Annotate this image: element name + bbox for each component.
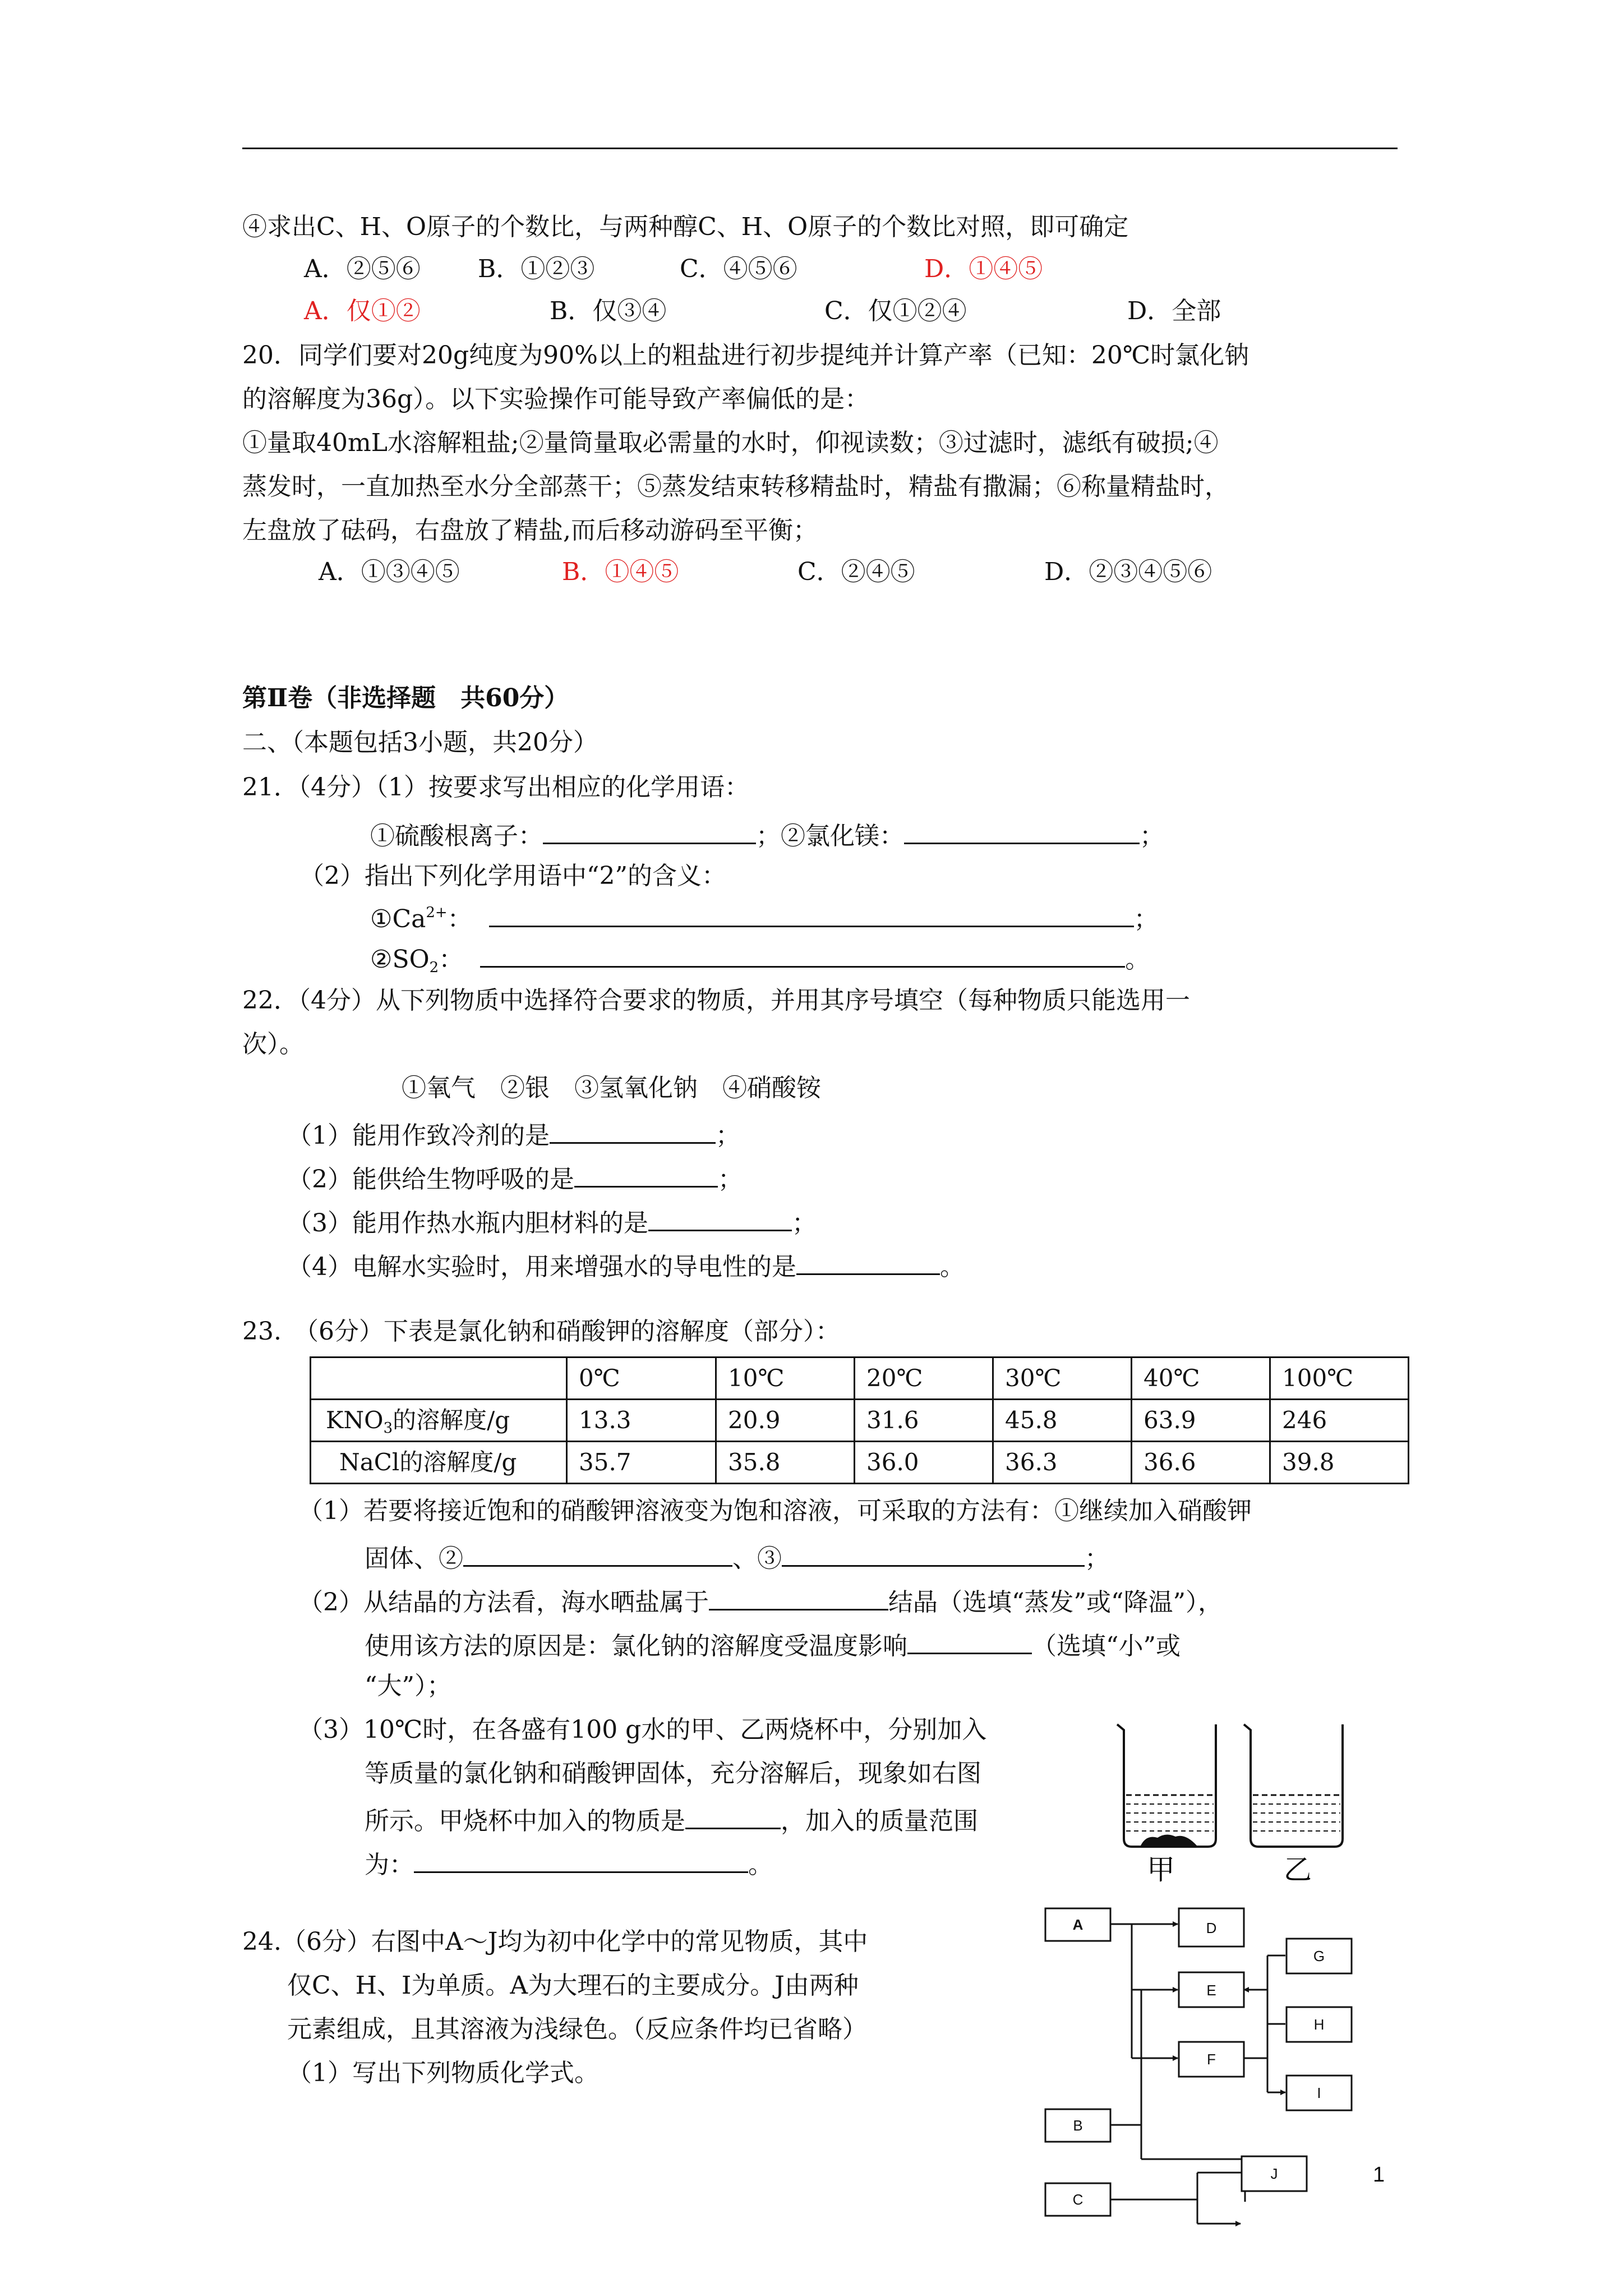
q23-p2-choice2: （选填“小”或: [1032, 1632, 1181, 1660]
q24-line1: 24.（6分）右图中A～J均为初中化学中的常见物质，其中: [242, 1927, 868, 1956]
node-j-label: J: [1270, 2165, 1278, 2182]
q21-ca-formula: ①Ca: [370, 905, 426, 933]
q20-option-c: C．②④⑤: [797, 558, 915, 586]
q20-line4: 蒸发时，一直加热至水分全部蒸干；⑤蒸发结束转移精盐时，精盐有撒漏；⑥称量精盐时，: [242, 472, 1229, 501]
node-b-label: B: [1073, 2117, 1083, 2134]
q22-item1: [287, 1120, 740, 1148]
table-cell: 246: [1270, 1400, 1409, 1442]
table-cell: 20.9: [716, 1400, 855, 1442]
q21-part1-end: ；: [1140, 822, 1164, 850]
q20-line2: 的溶解度为36g）。以下实验操作可能导致产率偏低的是：: [242, 385, 870, 413]
undissolved-solid: [1141, 1834, 1197, 1846]
q23-part2-line1: [298, 1586, 1223, 1615]
q21-ca-line: [370, 903, 1159, 932]
q23-effect-answer[interactable]: [907, 1630, 1032, 1654]
header-rule: [242, 148, 1398, 149]
q21-ca-charge: 2+: [426, 904, 448, 921]
table-header-cell: 10℃: [716, 1358, 855, 1400]
table-header-cell: 40℃: [1132, 1358, 1270, 1400]
q23-p3-for: 为：: [365, 1851, 414, 1879]
solubility-table: [310, 1356, 1409, 1484]
q20-option-a: A．①③④⑤: [319, 558, 460, 586]
q19b-option-c: C．仅①②④: [824, 297, 967, 325]
node-i-label: I: [1317, 2085, 1321, 2101]
table-cell: 36.3: [993, 1442, 1132, 1484]
node-a-label: A: [1072, 1916, 1083, 1933]
beaker-jia: [1117, 1724, 1216, 1847]
q22-item4-answer[interactable]: [796, 1251, 940, 1275]
reaction-diagram: [1032, 1896, 1368, 2208]
q23-p2-choice: 结晶（选填“蒸发”或“降温”），: [888, 1588, 1223, 1617]
q19b-option-d: D．全部: [1127, 297, 1221, 325]
table-cell: 36.6: [1132, 1442, 1270, 1484]
q21-ca-answer[interactable]: [489, 903, 1134, 927]
q21-mgcl-label: ；②氯化镁：: [756, 822, 904, 850]
table-cell: 36.0: [855, 1442, 993, 1484]
kno3-subscript: 3: [383, 1420, 393, 1437]
node-d-label: D: [1206, 1920, 1217, 1936]
q21-so2-end: 。: [1125, 945, 1150, 974]
q21-so2-subscript: 2: [429, 959, 439, 976]
q23-part1-line2: [365, 1543, 1109, 1571]
table-cell: 63.9: [1132, 1400, 1270, 1442]
q23-heading: 23. （6分）下表是氯化钠和硝酸钾的溶解度（部分）：: [242, 1317, 840, 1346]
table-header-cell: 20℃: [855, 1358, 993, 1400]
section2-subtitle: 二、（本题包括3小题，共20分）: [242, 728, 598, 757]
q22-item3: [287, 1207, 817, 1236]
beaker-yi-label: 乙: [1284, 1854, 1312, 1885]
kno3-formula: KNO: [326, 1406, 384, 1434]
q22-line2: 次）。: [242, 1030, 304, 1059]
page-number: 1: [1373, 2163, 1385, 2187]
q22-item2-answer[interactable]: [574, 1163, 718, 1188]
q21-ca-colon: ：: [447, 905, 472, 933]
q21-heading: 21．（4分）（1）按要求写出相应的化学用语：: [242, 773, 749, 802]
q22-item4-text: （4）电解水实验时，用来增强水的导电性的是: [287, 1253, 796, 1281]
beaker-yi: [1244, 1724, 1343, 1847]
node-g-label: G: [1313, 1948, 1325, 1964]
q21-ca-end: ；: [1133, 905, 1159, 933]
q19-option-b: B．①②③: [478, 255, 595, 283]
q21-part1: [370, 820, 1164, 849]
beaker-jia-label: 甲: [1147, 1854, 1175, 1885]
q19b-option-b: B．仅③④: [550, 297, 667, 325]
table-cell: 31.6: [855, 1400, 993, 1442]
q19-option-d: D．①④⑤: [924, 255, 1043, 283]
q21-sulfate-label: ①硫酸根离子：: [370, 822, 543, 850]
q22-item1-end: ；: [716, 1121, 740, 1150]
q19-option-a: A．②⑤⑥: [304, 255, 421, 283]
beakers-figure: [1113, 1717, 1354, 1885]
q21-sulfate-answer[interactable]: [543, 820, 756, 844]
q21-part2: （2）指出下列化学用语中“2”的含义：: [299, 862, 726, 890]
nacl-row-label: NaCl的溶解度/g: [311, 1442, 567, 1484]
node-e-label: E: [1206, 1982, 1216, 1999]
table-header-row: [311, 1358, 1409, 1400]
node-c-label: C: [1072, 2191, 1083, 2208]
q20-line5: 左盘放了砝码，右盘放了精盐,而后移动游码至平衡；: [242, 516, 818, 545]
q24-line2: 仅C、H、I为单质。A为大理石的主要成分。J由两种: [287, 1971, 859, 2000]
q24-line4: （1）写出下列物质化学式。: [287, 2059, 599, 2087]
q23-p2-text: （2）从结晶的方法看，海水晒盐属于: [298, 1588, 709, 1617]
table-row-kno3: [311, 1400, 1409, 1442]
q22-item3-answer[interactable]: [648, 1207, 792, 1231]
q23-p2-reason: 使用该方法的原因是：氯化钠的溶解度受温度影响: [365, 1632, 907, 1660]
q21-so2-formula: ②SO: [370, 945, 430, 974]
q20-line3: ①量取40mL水溶解粗盐;②量筒量取必需量的水时，仰视读数；③过滤时，滤纸有破损;④: [242, 429, 1219, 457]
q23-part3-line3: [365, 1805, 978, 1834]
q23-p1-sep: 、③: [732, 1544, 782, 1573]
node-h-label: H: [1313, 2016, 1325, 2033]
q23-p1-end: ；: [1085, 1544, 1109, 1573]
q21-so2-answer[interactable]: [480, 944, 1125, 968]
q23-part3-line1: （3）10℃时，在各盛有100 g水的甲、乙两烧杯中，分别加入: [298, 1715, 987, 1744]
q22-item2-text: （2）能供给生物呼吸的是: [287, 1165, 574, 1194]
q23-method3-answer[interactable]: [782, 1543, 1085, 1567]
table-cell: 45.8: [993, 1400, 1132, 1442]
table-header-cell: 30℃: [993, 1358, 1132, 1400]
q23-part2-line2: [365, 1630, 1181, 1659]
table-row-nacl: [311, 1442, 1409, 1484]
q19-line4: ④求出C、H、O原子的个数比，与两种醇C、H、O原子的个数比对照，即可确定: [242, 213, 1129, 241]
q23-part3-line4: [365, 1849, 773, 1878]
q23-crystal-answer[interactable]: [709, 1586, 888, 1611]
q21-mgcl-answer[interactable]: [904, 820, 1140, 844]
q22-line1: 22．（4分）从下列物质中选择符合要求的物质，并用其序号填空（每种物质只能选用一: [242, 986, 1190, 1015]
table-corner: [311, 1358, 567, 1400]
q23-p3-text: 所示。甲烧杯中加入的物质是: [365, 1807, 685, 1835]
q22-item2-end: ；: [718, 1165, 743, 1194]
q22-item4-end: 。: [940, 1253, 965, 1281]
q23-part1-line1: （1）若要将接近饱和的硝酸钾溶液变为饱和溶液，可采取的方法有：①继续加入硝酸钾: [298, 1497, 1252, 1525]
q23-p3-end: 。: [748, 1851, 773, 1879]
section2-title: 第Ⅱ卷（非选择题 共60分）: [242, 684, 569, 712]
q24-line3: 元素组成，且其溶液为浅绿色。（反应条件均已省略）: [287, 2015, 867, 2044]
q19b-option-a: A．仅①②: [304, 297, 421, 325]
diagram-nodes: [1045, 1908, 1352, 2216]
q22-substances: ①氧气 ②银 ③氢氧化钠 ④硝酸铵: [402, 1074, 821, 1102]
q22-item1-text: （1）能用作致冷剂的是: [287, 1121, 550, 1150]
q23-part2-line3: “大”）；: [365, 1672, 451, 1700]
q23-p3-range: ，加入的质量范围: [781, 1807, 978, 1835]
q23-p1-solid: 固体、②: [365, 1544, 463, 1573]
q20-line1: 20．同学们要对20g纯度为90%以上的粗盐进行初步提纯并计算产率（已知：20℃时氯化钠: [242, 341, 1249, 370]
q23-method2-answer[interactable]: [463, 1543, 732, 1567]
q19-option-c: C．④⑤⑥: [680, 255, 797, 283]
q22-item3-end: ；: [792, 1209, 817, 1237]
q22-item2: [287, 1163, 743, 1192]
q20-option-d: D．②③④⑤⑥: [1044, 558, 1212, 586]
q22-item3-text: （3）能用作热水瓶内胆材料的是: [287, 1209, 648, 1237]
q22-item1-answer[interactable]: [550, 1120, 716, 1144]
q23-mass-range-answer[interactable]: [414, 1849, 748, 1873]
table-cell: 13.3: [567, 1400, 716, 1442]
q21-so2-colon: ：: [439, 945, 464, 974]
table-cell: 35.7: [567, 1442, 716, 1484]
q20-option-b: B．①④⑤: [562, 558, 679, 586]
q21-so2-line: [370, 944, 1150, 976]
q22-item4: [287, 1251, 965, 1280]
q23-substance-answer[interactable]: [685, 1805, 781, 1829]
table-header-cell: 100℃: [1270, 1358, 1409, 1400]
q23-part3-line2: 等质量的氯化钠和硝酸钾固体，充分溶解后，现象如右图: [365, 1759, 981, 1788]
node-f-label: F: [1207, 2051, 1216, 2068]
kno3-row-label: [311, 1400, 567, 1442]
table-cell: 35.8: [716, 1442, 855, 1484]
table-cell: 39.8: [1270, 1442, 1409, 1484]
table-header-cell: 0℃: [567, 1358, 716, 1400]
kno3-unit: 的溶解度/g: [393, 1406, 510, 1434]
